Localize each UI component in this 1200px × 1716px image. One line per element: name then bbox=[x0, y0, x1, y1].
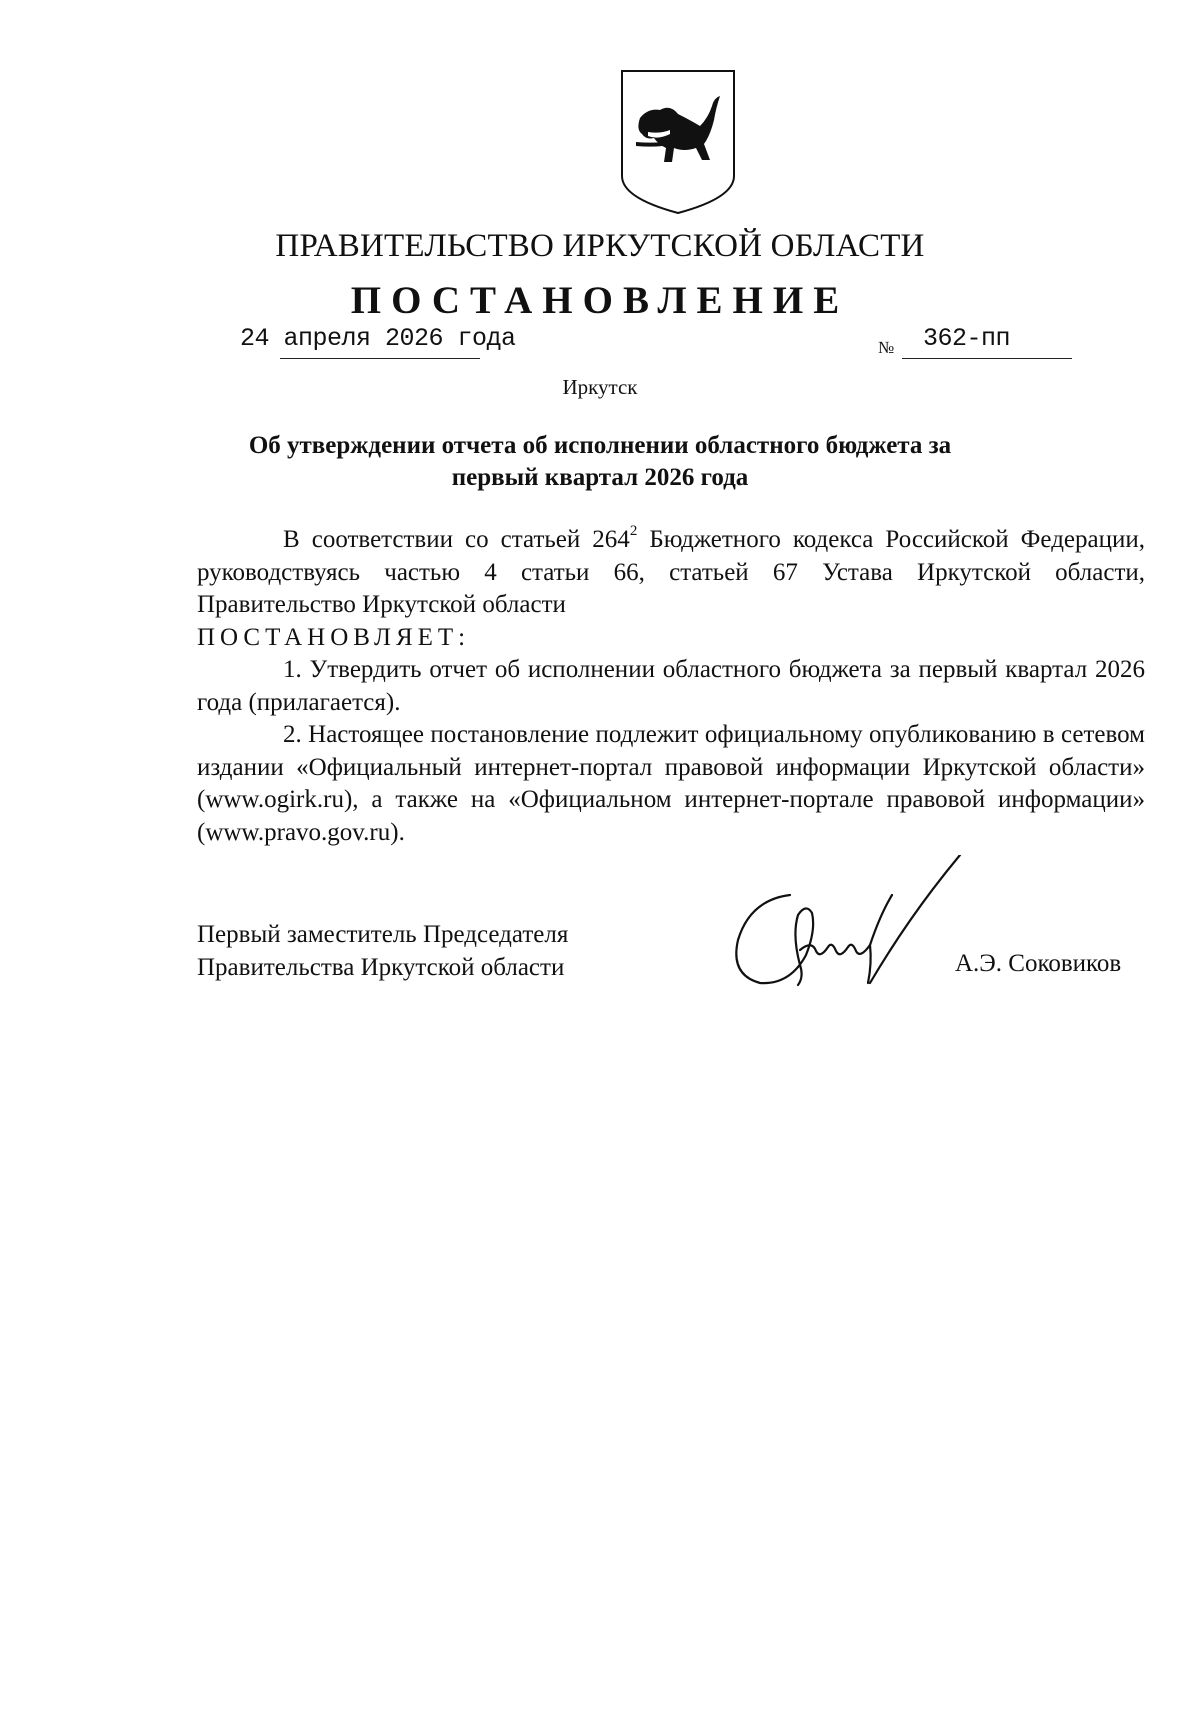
city: Иркутск bbox=[562, 375, 638, 399]
document-heading bbox=[180, 430, 1020, 494]
preamble-superscript: 2 bbox=[629, 522, 638, 539]
preamble-rest: Бюджетного кодекса Российской Федерации, руководствуясь частью 4 статьи 66, статьей 67 Устава Иркутской области, Правительство Иркутской области bbox=[197, 526, 1145, 618]
document-date: 24 апреля 2026 года bbox=[240, 324, 516, 353]
position-line-2: Правительства Иркутской области bbox=[197, 954, 565, 981]
number-underline bbox=[902, 358, 1072, 359]
document-type: ПОСТАНОВЛЕНИЕ bbox=[350, 279, 850, 322]
item-1: 1. Утвердить отчет об исполнении областного бюджета за первый квартал 2026 года (прилагается). bbox=[197, 656, 1145, 716]
preamble-start: В соответствии со статьей 264 bbox=[283, 526, 630, 553]
date-underline bbox=[280, 358, 480, 359]
heading-line-2: первый квартал 2026 года bbox=[451, 464, 749, 491]
organization-title: ПРАВИТЕЛЬСТВО ИРКУТСКОЙ ОБЛАСТИ bbox=[275, 228, 925, 264]
heading-line-1: Об утверждении отчета об исполнении областного бюджета за bbox=[248, 432, 952, 459]
signatory-position bbox=[197, 918, 568, 984]
document-body bbox=[197, 524, 1145, 849]
item-2: 2. Настоящее постановление подлежит официальному опубликованию в сетевом издании «Официальный интернет-портал правовой информации Иркутской области» (www.ogirk.ru), а также на «Официальном интернет-портале правовой информации» (www.pravo.gov.ru). bbox=[197, 721, 1145, 846]
resolves-heading: ПОСТАНОВЛЯЕТ: bbox=[197, 623, 471, 651]
signer-name: А.Э. Соковиков bbox=[955, 950, 1122, 977]
coat-of-arms-icon bbox=[618, 68, 738, 216]
signature-icon bbox=[720, 855, 970, 1005]
position-line-1: Первый заместитель Председателя bbox=[197, 921, 569, 948]
number-sign: № bbox=[878, 338, 895, 357]
preamble bbox=[197, 524, 1145, 622]
document-number: 362-пп bbox=[923, 324, 1011, 353]
